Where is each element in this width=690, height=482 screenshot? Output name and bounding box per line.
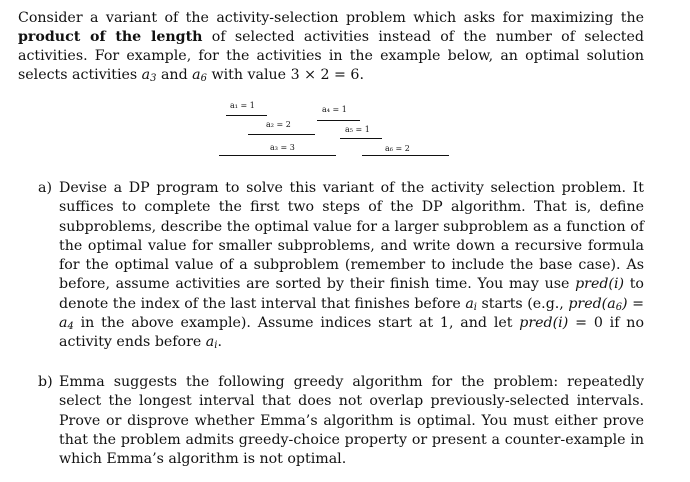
- part-a-marker: a): [38, 180, 52, 196]
- part-b-text: Emma suggests the following greedy algorithm for the problem: repeatedly select the longest interval that does not overlap previously-selected intervals. Prove or disprove whether Emma’s algorithm is optimal. You must either prove that the problem admits greedy-choice property or present a counter-example in which Emma’s algorithm is not optimal.: [59, 374, 644, 468]
- activity-a2-label: a₂ = 2: [266, 120, 291, 129]
- math-a4: $a_4$: [59, 315, 74, 333]
- part-b-marker: b): [38, 374, 53, 390]
- question-part-a: [38, 179, 644, 353]
- math-a3: $a_3$: [141, 67, 157, 84]
- intro-text-3: and: [156, 67, 193, 83]
- intro-bold-phrase: product of the length: [18, 29, 203, 45]
- math-a6: $a_6$: [192, 67, 207, 84]
- intro-text-4: with value 3 × 2 = 6.: [206, 67, 364, 83]
- activity-a6-label: a₆ = 2: [385, 144, 410, 153]
- math-ai-2: $a_i$: [205, 334, 218, 352]
- activity-a5-label: a₅ = 1: [345, 125, 370, 134]
- activity-interval-diagram: [0, 0, 690, 170]
- intro-text-2: of selected activities instead of the number of selected activities. For example, for the activities in the example below, an optimal solution selects activities: [18, 29, 644, 83]
- math-pred-i-2: pred(i): [519, 315, 569, 332]
- intro-text-1: Consider a variant of the activity-selection problem which asks for maximizing the: [18, 10, 644, 26]
- activity-a4-label: a₄ = 1: [322, 105, 347, 114]
- activity-a3-label: a₃ = 3: [270, 143, 295, 152]
- question-part-b: [38, 373, 644, 469]
- math-pred-i: pred(i): [575, 276, 625, 293]
- math-ai: $a_i$: [465, 295, 477, 313]
- math-pred-a6: $pred(a_6)$: [568, 295, 628, 313]
- activity-a1-label: a₁ = 1: [230, 101, 255, 110]
- part-a-text: Devise a DP program to solve this variant of the activity selection problem. It suffices to complete the first two steps of the DP algorithm. That is, define subproblems, describe the optimal value for a larger subproblem as a function of the optimal value for smaller subproblems, and write down a recursive formula for the optimal value of a subproblem (remember to include the base case). As before, assume activities are sorted by their finish time. You may use pred(i) to denote the index of the last interval that finishes before $a_i$ starts (e.g., $pred(a_6) = a_4$ in the above example). Assume indices start at 1, and let pred(i) = 0 if no activity ends before $a_i$.: [59, 180, 644, 352]
